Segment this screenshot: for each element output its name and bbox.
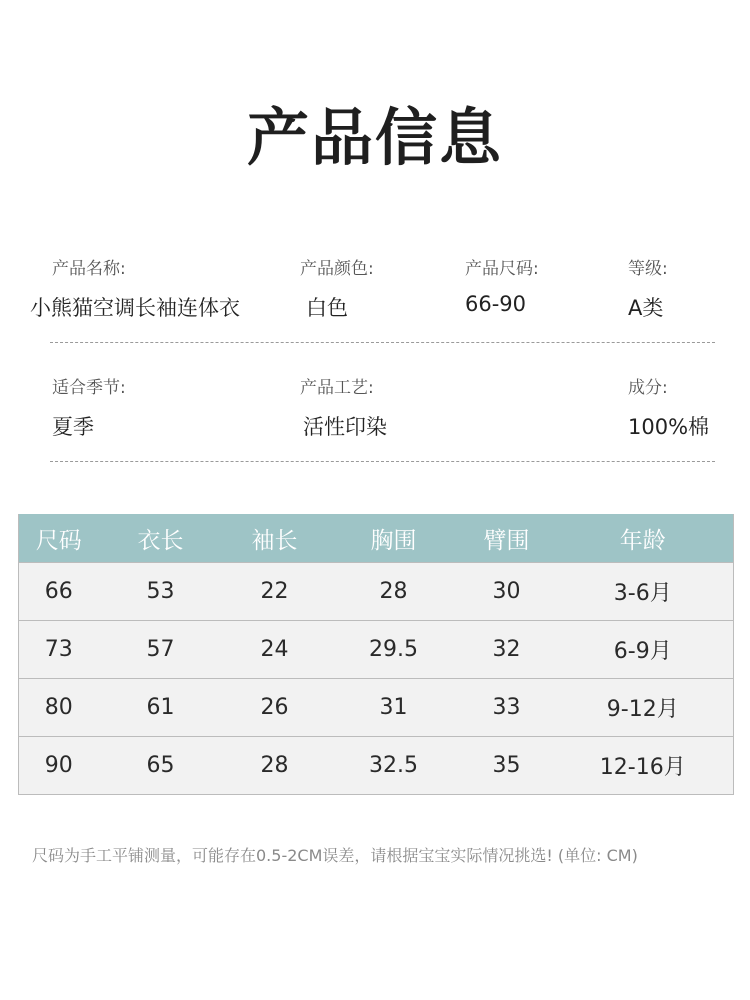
measurement-note: 尺码为手工平铺测量，可能存在0.5-2CM误差，请根据宝宝实际情况挑选! (单位: CM)	[32, 846, 638, 865]
cell-chest: 28	[327, 563, 461, 621]
info-label-craft: 产品工艺:	[300, 378, 374, 398]
cell-chest: 31	[327, 679, 461, 737]
cell-size: 80	[19, 679, 99, 737]
info-value-grade: A类	[628, 296, 664, 320]
header-chest: 胸围	[327, 514, 461, 563]
cell-length: 65	[99, 737, 223, 795]
cell-size: 73	[19, 621, 99, 679]
header-arm: 臂围	[461, 514, 553, 563]
cell-chest: 29.5	[327, 621, 461, 679]
table-row	[19, 737, 734, 795]
cell-arm: 33	[461, 679, 553, 737]
info-value-color: 白色	[306, 296, 348, 320]
header-age: 年龄	[553, 514, 734, 563]
cell-arm: 30	[461, 563, 553, 621]
cell-arm: 35	[461, 737, 553, 795]
size-table-header	[19, 514, 734, 563]
cell-length: 57	[99, 621, 223, 679]
cell-sleeve: 28	[223, 737, 327, 795]
table-row	[19, 563, 734, 621]
info-label-name: 产品名称:	[52, 259, 126, 279]
cell-sleeve: 26	[223, 679, 327, 737]
size-table	[18, 514, 734, 795]
info-value-name: 小熊猫空调长袖连体衣	[30, 296, 240, 320]
header-sleeve: 袖长	[223, 514, 327, 563]
cell-length: 61	[99, 679, 223, 737]
cell-age: 9-12月	[553, 679, 734, 737]
table-row	[19, 679, 734, 737]
divider-2	[50, 461, 715, 462]
header-length: 衣长	[99, 514, 223, 563]
table-row	[19, 621, 734, 679]
info-value-material: 100%棉	[628, 415, 710, 439]
page-title: 产品信息	[246, 101, 503, 174]
header-size: 尺码	[19, 514, 99, 563]
info-value-season: 夏季	[52, 415, 94, 439]
cell-age: 12-16月	[553, 737, 734, 795]
divider-1	[50, 342, 715, 343]
info-label-season: 适合季节:	[52, 378, 126, 398]
cell-size: 90	[19, 737, 99, 795]
cell-length: 53	[99, 563, 223, 621]
cell-chest: 32.5	[327, 737, 461, 795]
info-label-material: 成分:	[628, 378, 668, 398]
info-label-grade: 等级:	[628, 259, 668, 279]
cell-sleeve: 24	[223, 621, 327, 679]
info-value-craft: 活性印染	[303, 415, 387, 439]
cell-age: 3-6月	[553, 563, 734, 621]
info-label-size: 产品尺码:	[465, 259, 539, 279]
cell-arm: 32	[461, 621, 553, 679]
cell-size: 66	[19, 563, 99, 621]
info-label-color: 产品颜色:	[300, 259, 374, 279]
cell-sleeve: 22	[223, 563, 327, 621]
info-value-size: 66-90	[465, 292, 527, 316]
cell-age: 6-9月	[553, 621, 734, 679]
